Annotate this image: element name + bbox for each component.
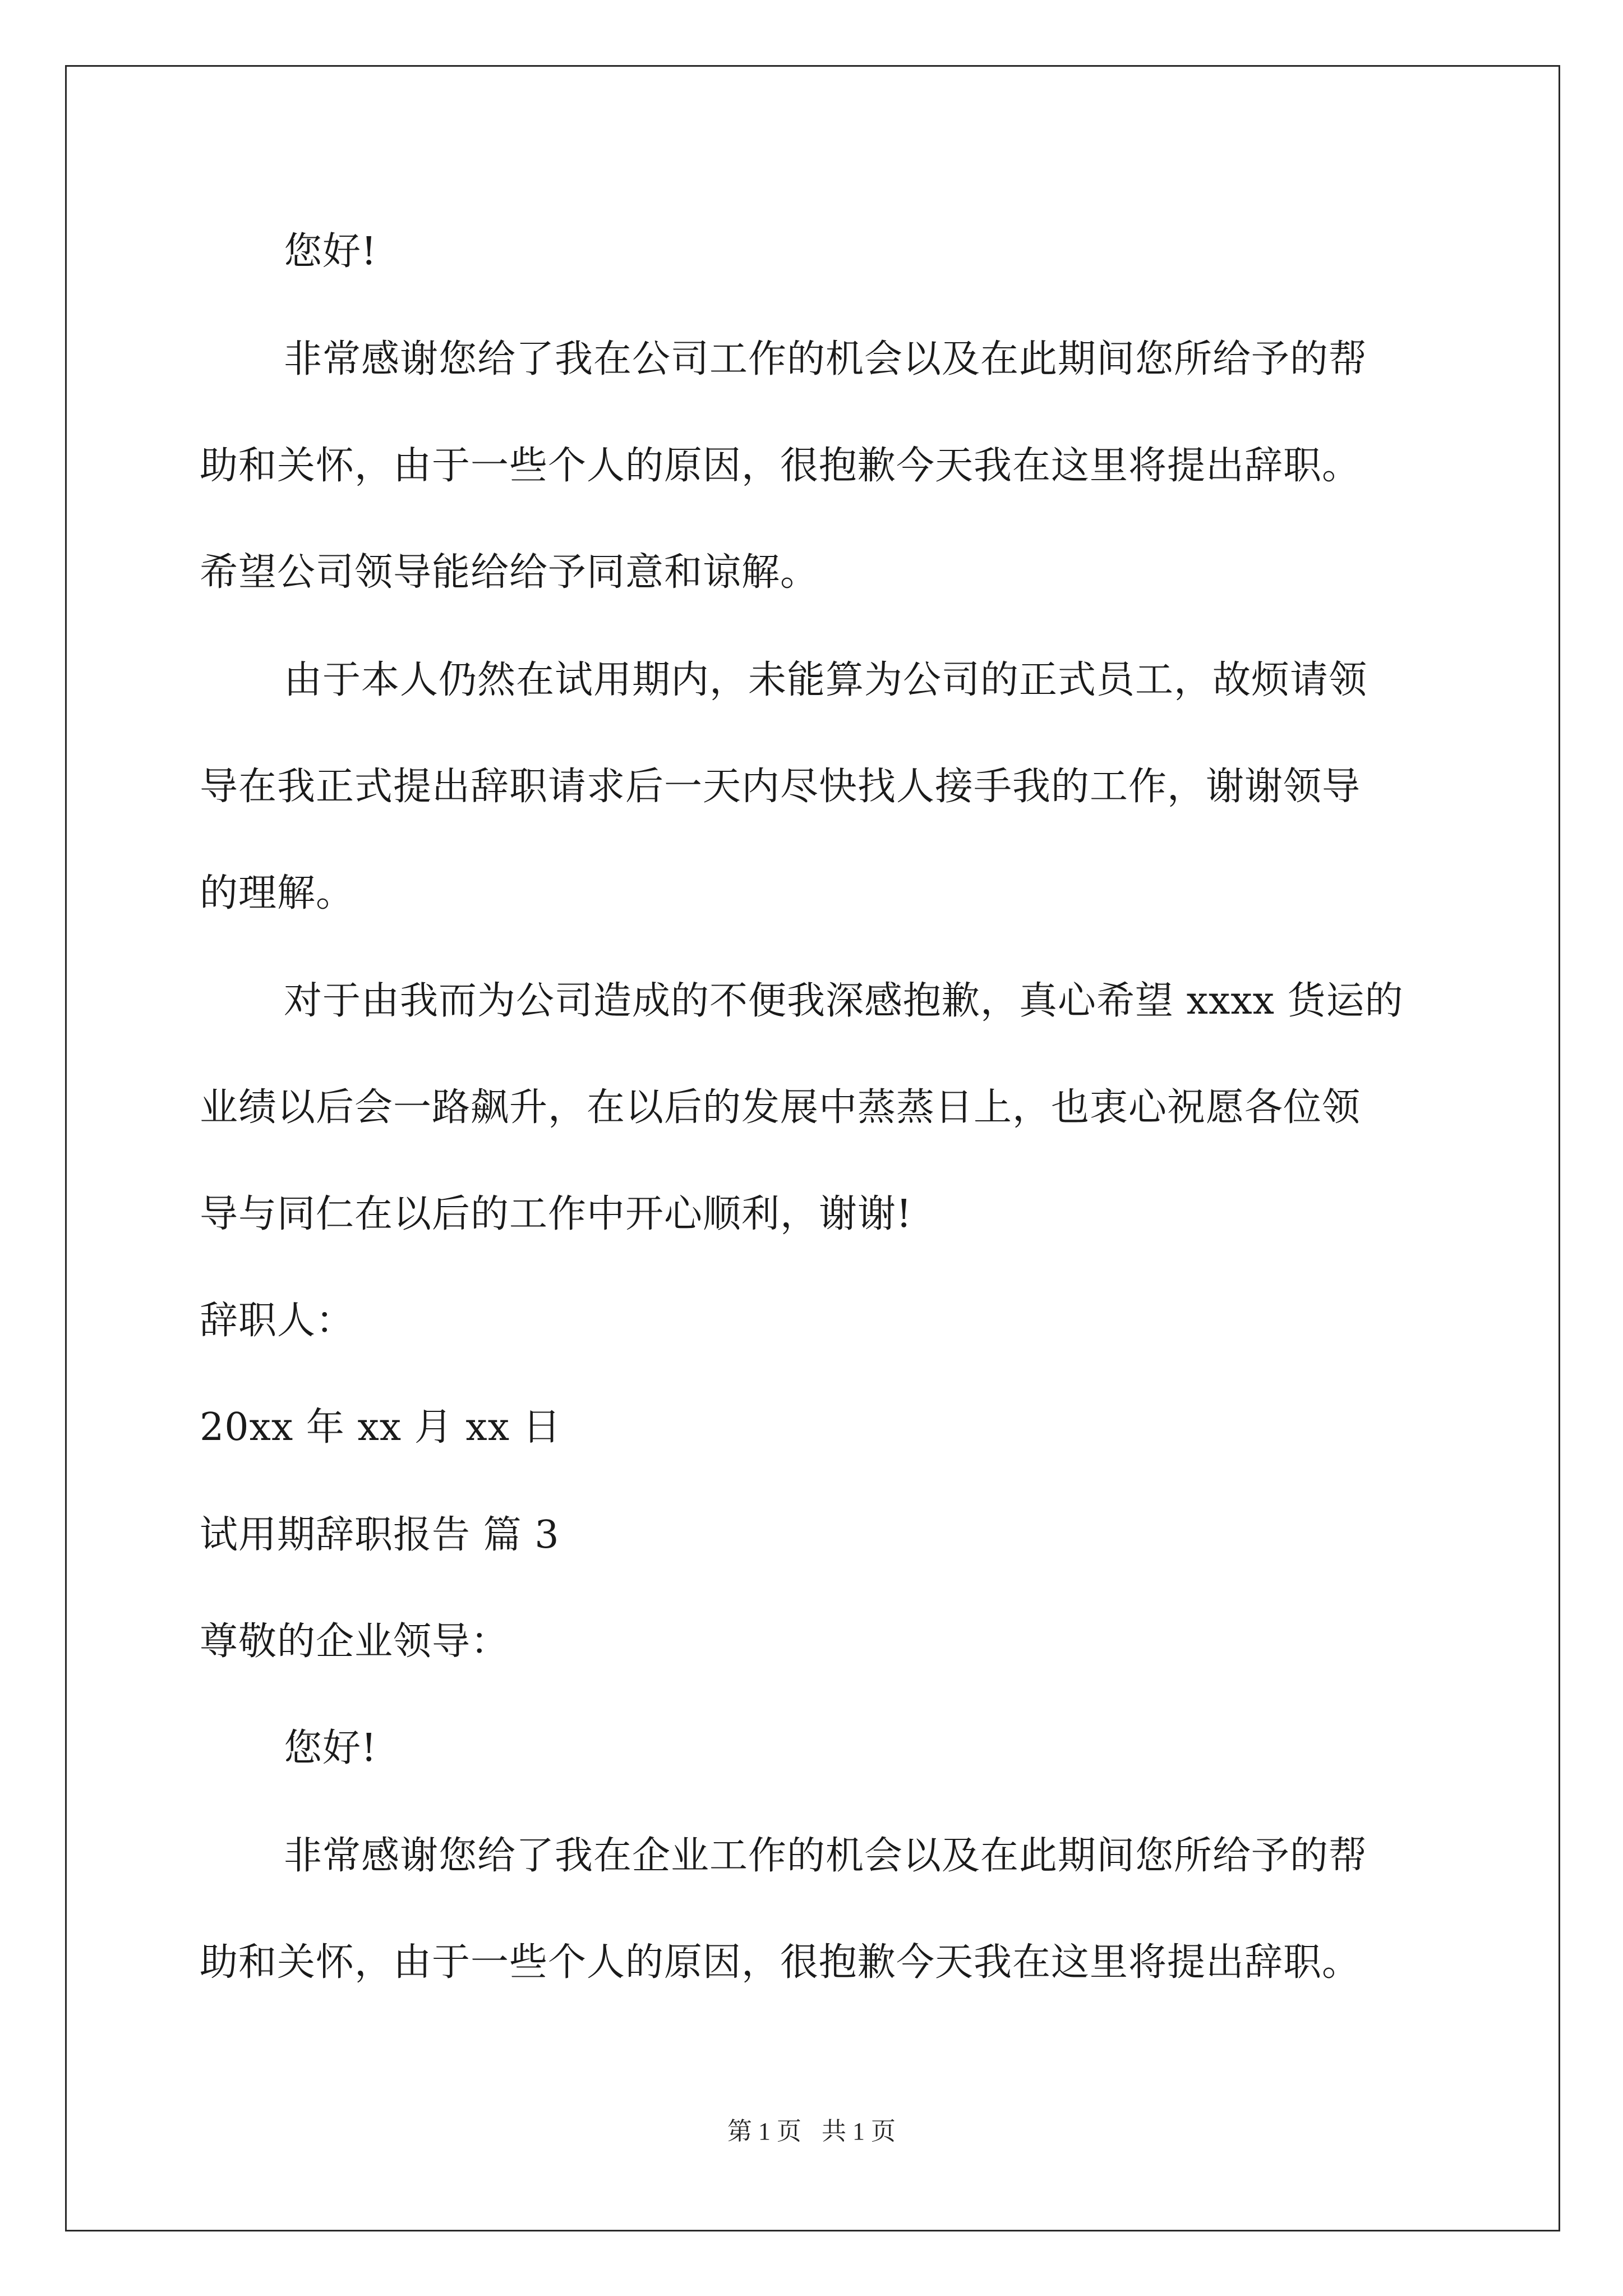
paragraph-line: 助和关怀，由于一些个人的原因，很抱歉今天我在这里将提出辞职。 bbox=[200, 1940, 1361, 1985]
paragraph-line: 业绩以后会一路飙升，在以后的发展中蒸蒸日上，也衷心祝愿各位领 bbox=[200, 1085, 1361, 1130]
section-title: 试用期辞职报告 篇 3 bbox=[200, 1513, 560, 1557]
paragraph-line: 非常感谢您给了我在企业工作的机会以及在此期间您所给予的帮 bbox=[284, 1834, 1368, 1878]
page-number-current: 第 1 页 bbox=[727, 2118, 801, 2145]
page-border bbox=[65, 65, 1560, 2231]
paragraph-line: 的理解。 bbox=[200, 871, 355, 915]
paragraph-line: 助和关怀，由于一些个人的原因，很抱歉今天我在这里将提出辞职。 bbox=[200, 444, 1361, 488]
paragraph-line: 导在我正式提出辞职请求后一天内尽快找人接手我的工作，谢谢领导 bbox=[200, 765, 1361, 809]
paragraph-line: 非常感谢您给了我在公司工作的机会以及在此期间您所给予的帮 bbox=[284, 337, 1368, 381]
date-line: 20xx 年 xx 月 xx 日 bbox=[200, 1405, 561, 1450]
signature-label: 辞职人： bbox=[200, 1299, 355, 1343]
page-number-total: 共 1 页 bbox=[822, 2118, 896, 2145]
greeting-line: 您好! bbox=[284, 229, 377, 274]
paragraph-line: 希望公司领导能给给予同意和谅解。 bbox=[200, 550, 819, 595]
paragraph-line: 由于本人仍然在试用期内，未能算为公司的正式员工，故烦请领 bbox=[284, 658, 1368, 702]
paragraph-line: 对于由我而为公司造成的不便我深感抱歉，真心希望 xxxx 货运的 bbox=[284, 979, 1404, 1023]
paragraph-line: 导与同仁在以后的工作中开心顺利，谢谢! bbox=[200, 1192, 912, 1236]
greeting-line: 您好! bbox=[284, 1726, 377, 1770]
page-footer bbox=[0, 2115, 1623, 2148]
salutation-line: 尊敬的企业领导： bbox=[200, 1619, 510, 1664]
